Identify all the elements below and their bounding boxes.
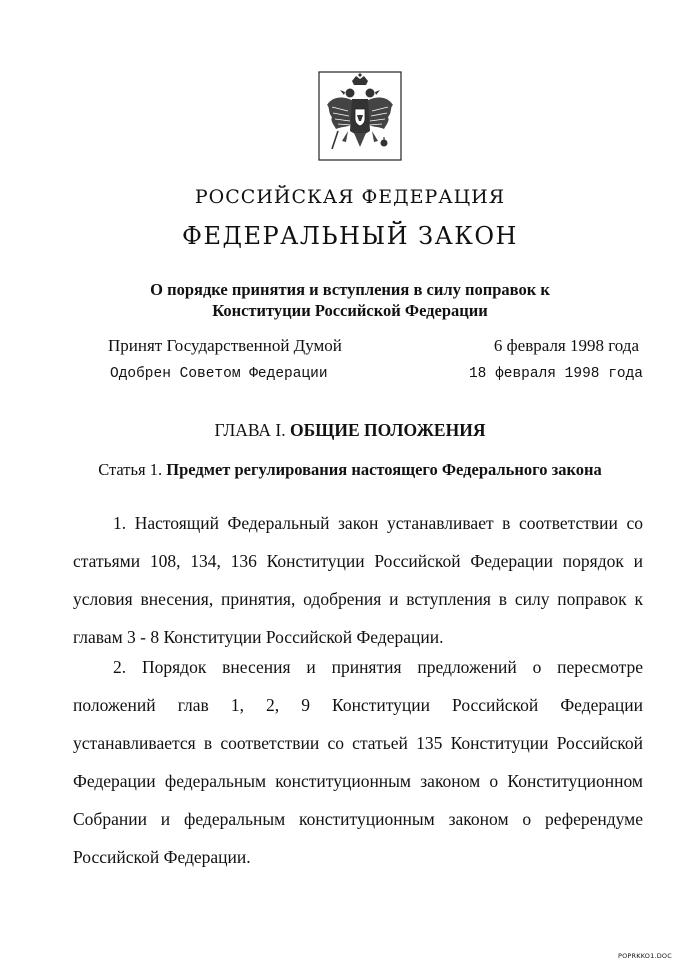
law-subject xyxy=(0,279,700,321)
article-heading xyxy=(0,460,700,480)
adopted-label: Принят Государственной Думой xyxy=(108,336,342,355)
law-type-title: ФЕДЕРАЛЬНЫЙ ЗАКОН xyxy=(182,222,518,250)
file-name-footer: POPRKKO1.DOC xyxy=(617,952,672,960)
law-subject-line-1: О порядке принятия и вступления в силу поправок к xyxy=(150,280,550,299)
paragraph-2: 2. Порядок внесения и принятия предложений о пересмотре положений глав 1, 2, 9 Конституции Российской Федерации устанавливается в соответствии со статьей 135 Конституции Российской Федерации федеральным конституционным законом о Конституционном Собрании и федеральным конституционным законом о референдуме Российской Федерации. xyxy=(73,657,643,867)
chapter-heading xyxy=(0,420,700,441)
paragraph-1: 1. Настоящий Федеральный закон устанавливает в соответствии со статьями 108, 134, 136 Конституции Российской Федерации порядок и условия внесения, принятия, одобрения и вступления в силу поправок к главам 3 - 8 Конституции Российской Федерации. xyxy=(73,513,643,647)
approved-date: 18 февраля 1998 года xyxy=(468,366,643,382)
adopted-date: 6 февраля 1998 года xyxy=(493,336,639,355)
chapter-number: ГЛАВА I. xyxy=(214,420,286,440)
country-name: РОССИЙСКАЯ ФЕДЕРАЦИЯ xyxy=(194,186,506,208)
chapter-title: ОБЩИЕ ПОЛОЖЕНИЯ xyxy=(290,420,486,440)
approved-label: Одобрен Советом Федерации xyxy=(110,366,328,382)
coat-of-arms-icon xyxy=(318,71,402,161)
law-subject-line-2: Конституции Российской Федерации xyxy=(212,301,488,320)
article-title: Предмет регулирования настоящего Федерального закона xyxy=(166,460,602,479)
article-number: Статья 1. xyxy=(98,460,163,479)
